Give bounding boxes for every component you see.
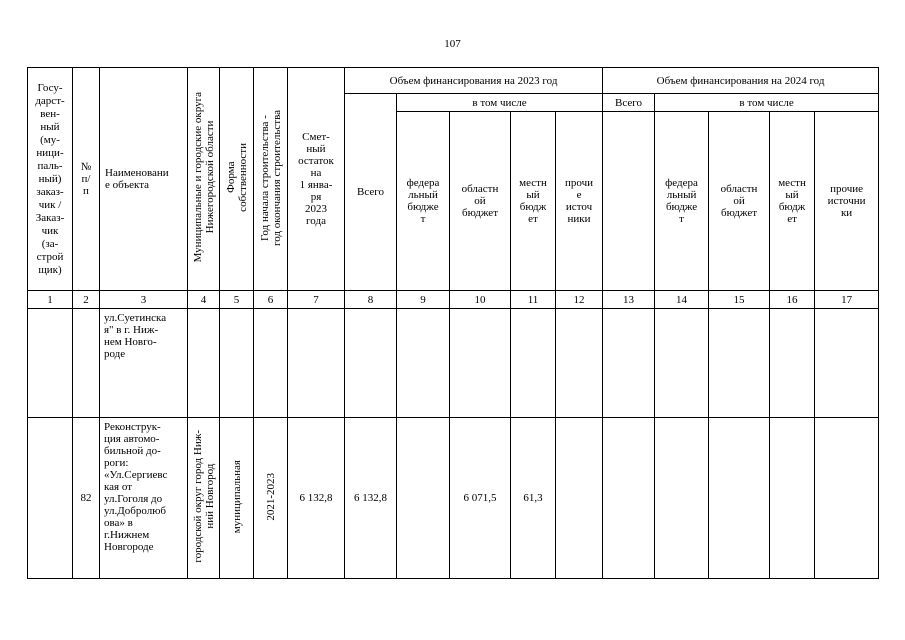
object-name-cell: ул.Суетинска я" в г. Ниж- нем Новго- роде	[100, 309, 188, 418]
municipality-header-text: Муниципальные и городские округа Нижегородской области	[191, 92, 216, 263]
local-2023-header: местн ый бюдж ет	[511, 112, 556, 291]
customer-cell	[28, 309, 73, 418]
column-number: 12	[556, 291, 603, 309]
column-number: 15	[709, 291, 770, 309]
column-number: 14	[655, 291, 709, 309]
total-2024-header-cont	[603, 112, 655, 291]
total-2023-cell	[345, 309, 397, 418]
header-row-1	[28, 68, 879, 94]
local-2024-cell	[770, 309, 815, 418]
years-cell	[254, 418, 288, 579]
regional-2024-header: областн ой бюджет	[709, 112, 770, 291]
local-2024-cell	[770, 418, 815, 579]
regional-2023-cell	[450, 309, 511, 418]
years-header-text: Год начала строительства - год окончания строительства	[258, 109, 283, 246]
estimated-balance-header: Смет- ный остаток на 1 янва- ря 2023 года	[288, 68, 345, 291]
ownership-cell	[220, 309, 254, 418]
column-number: 4	[188, 291, 220, 309]
municipality-cell-text: городской округ город Ниж- ний Новгород	[191, 430, 216, 563]
customer-cell	[28, 418, 73, 579]
federal-2023-header: федера льный бюдже т	[397, 112, 450, 291]
column-number: 10	[450, 291, 511, 309]
other-2024-header: прочие источни ки	[815, 112, 879, 291]
years-cell	[254, 309, 288, 418]
column-number: 11	[511, 291, 556, 309]
federal-2023-cell	[397, 309, 450, 418]
regional-2024-cell	[709, 309, 770, 418]
funding-2024-header: Объем финансирования на 2024 год	[603, 68, 879, 94]
including-2024-header: в том числе	[655, 94, 879, 112]
column-number: 2	[73, 291, 100, 309]
ownership-header	[220, 68, 254, 291]
column-number: 7	[288, 291, 345, 309]
column-number-row	[28, 291, 879, 309]
ownership-cell-text: муниципальная	[230, 459, 243, 534]
municipality-header	[188, 68, 220, 291]
column-number: 17	[815, 291, 879, 309]
years-header	[254, 68, 288, 291]
ownership-cell	[220, 418, 254, 579]
customer-header: Госу- дарст- вен- ный (му- ници- паль- ный) заказ- чик / Заказ- чик (за- строй щик)	[28, 68, 73, 291]
federal-2024-cell	[655, 418, 709, 579]
other-2024-cell	[815, 418, 879, 579]
balance-cell: 6 132,8	[288, 418, 345, 579]
total-2023-header: Всего	[345, 94, 397, 291]
other-2023-cell	[556, 309, 603, 418]
federal-2024-header: федера льный бюдже т	[655, 112, 709, 291]
column-number: 9	[397, 291, 450, 309]
local-2023-cell: 61,3	[511, 418, 556, 579]
financing-table	[27, 67, 879, 579]
total-2024-cell	[603, 418, 655, 579]
row-number-cell: 82	[73, 418, 100, 579]
object-name-cell: Реконструк- ция автомо- бильной до- роги: «Ул.Сергиевс кая от ул.Гоголя до ул.Добролюб ова» в г.Нижнем Новгороде	[100, 418, 188, 579]
other-2024-cell	[815, 309, 879, 418]
page-number: 107	[444, 38, 461, 50]
object-name-header: Наименовани е объекта	[100, 68, 188, 291]
total-2024-header: Всего	[603, 94, 655, 112]
column-number: 8	[345, 291, 397, 309]
column-number: 5	[220, 291, 254, 309]
total-2023-cell: 6 132,8	[345, 418, 397, 579]
column-number: 16	[770, 291, 815, 309]
federal-2024-cell	[655, 309, 709, 418]
column-number: 1	[28, 291, 73, 309]
table-row	[28, 309, 879, 418]
municipality-cell	[188, 309, 220, 418]
regional-2023-cell: 6 071,5	[450, 418, 511, 579]
local-2023-cell	[511, 309, 556, 418]
federal-2023-cell	[397, 418, 450, 579]
regional-2023-header: областн ой бюджет	[450, 112, 511, 291]
local-2024-header: местн ый бюдж ет	[770, 112, 815, 291]
table-row	[28, 418, 879, 579]
column-number: 6	[254, 291, 288, 309]
other-2023-header: прочи е источ ники	[556, 112, 603, 291]
regional-2024-cell	[709, 418, 770, 579]
other-2023-cell	[556, 418, 603, 579]
column-number: 3	[100, 291, 188, 309]
balance-cell	[288, 309, 345, 418]
row-number-cell	[73, 309, 100, 418]
row-number-header: № п/ п	[73, 68, 100, 291]
total-2024-cell	[603, 309, 655, 418]
ownership-header-text: Форма собственности	[224, 143, 249, 212]
column-number: 13	[603, 291, 655, 309]
funding-2023-header: Объем финансирования на 2023 год	[345, 68, 603, 94]
years-cell-text: 2021-2023	[264, 472, 277, 521]
including-2023-header: в том числе	[397, 94, 603, 112]
municipality-cell	[188, 418, 220, 579]
